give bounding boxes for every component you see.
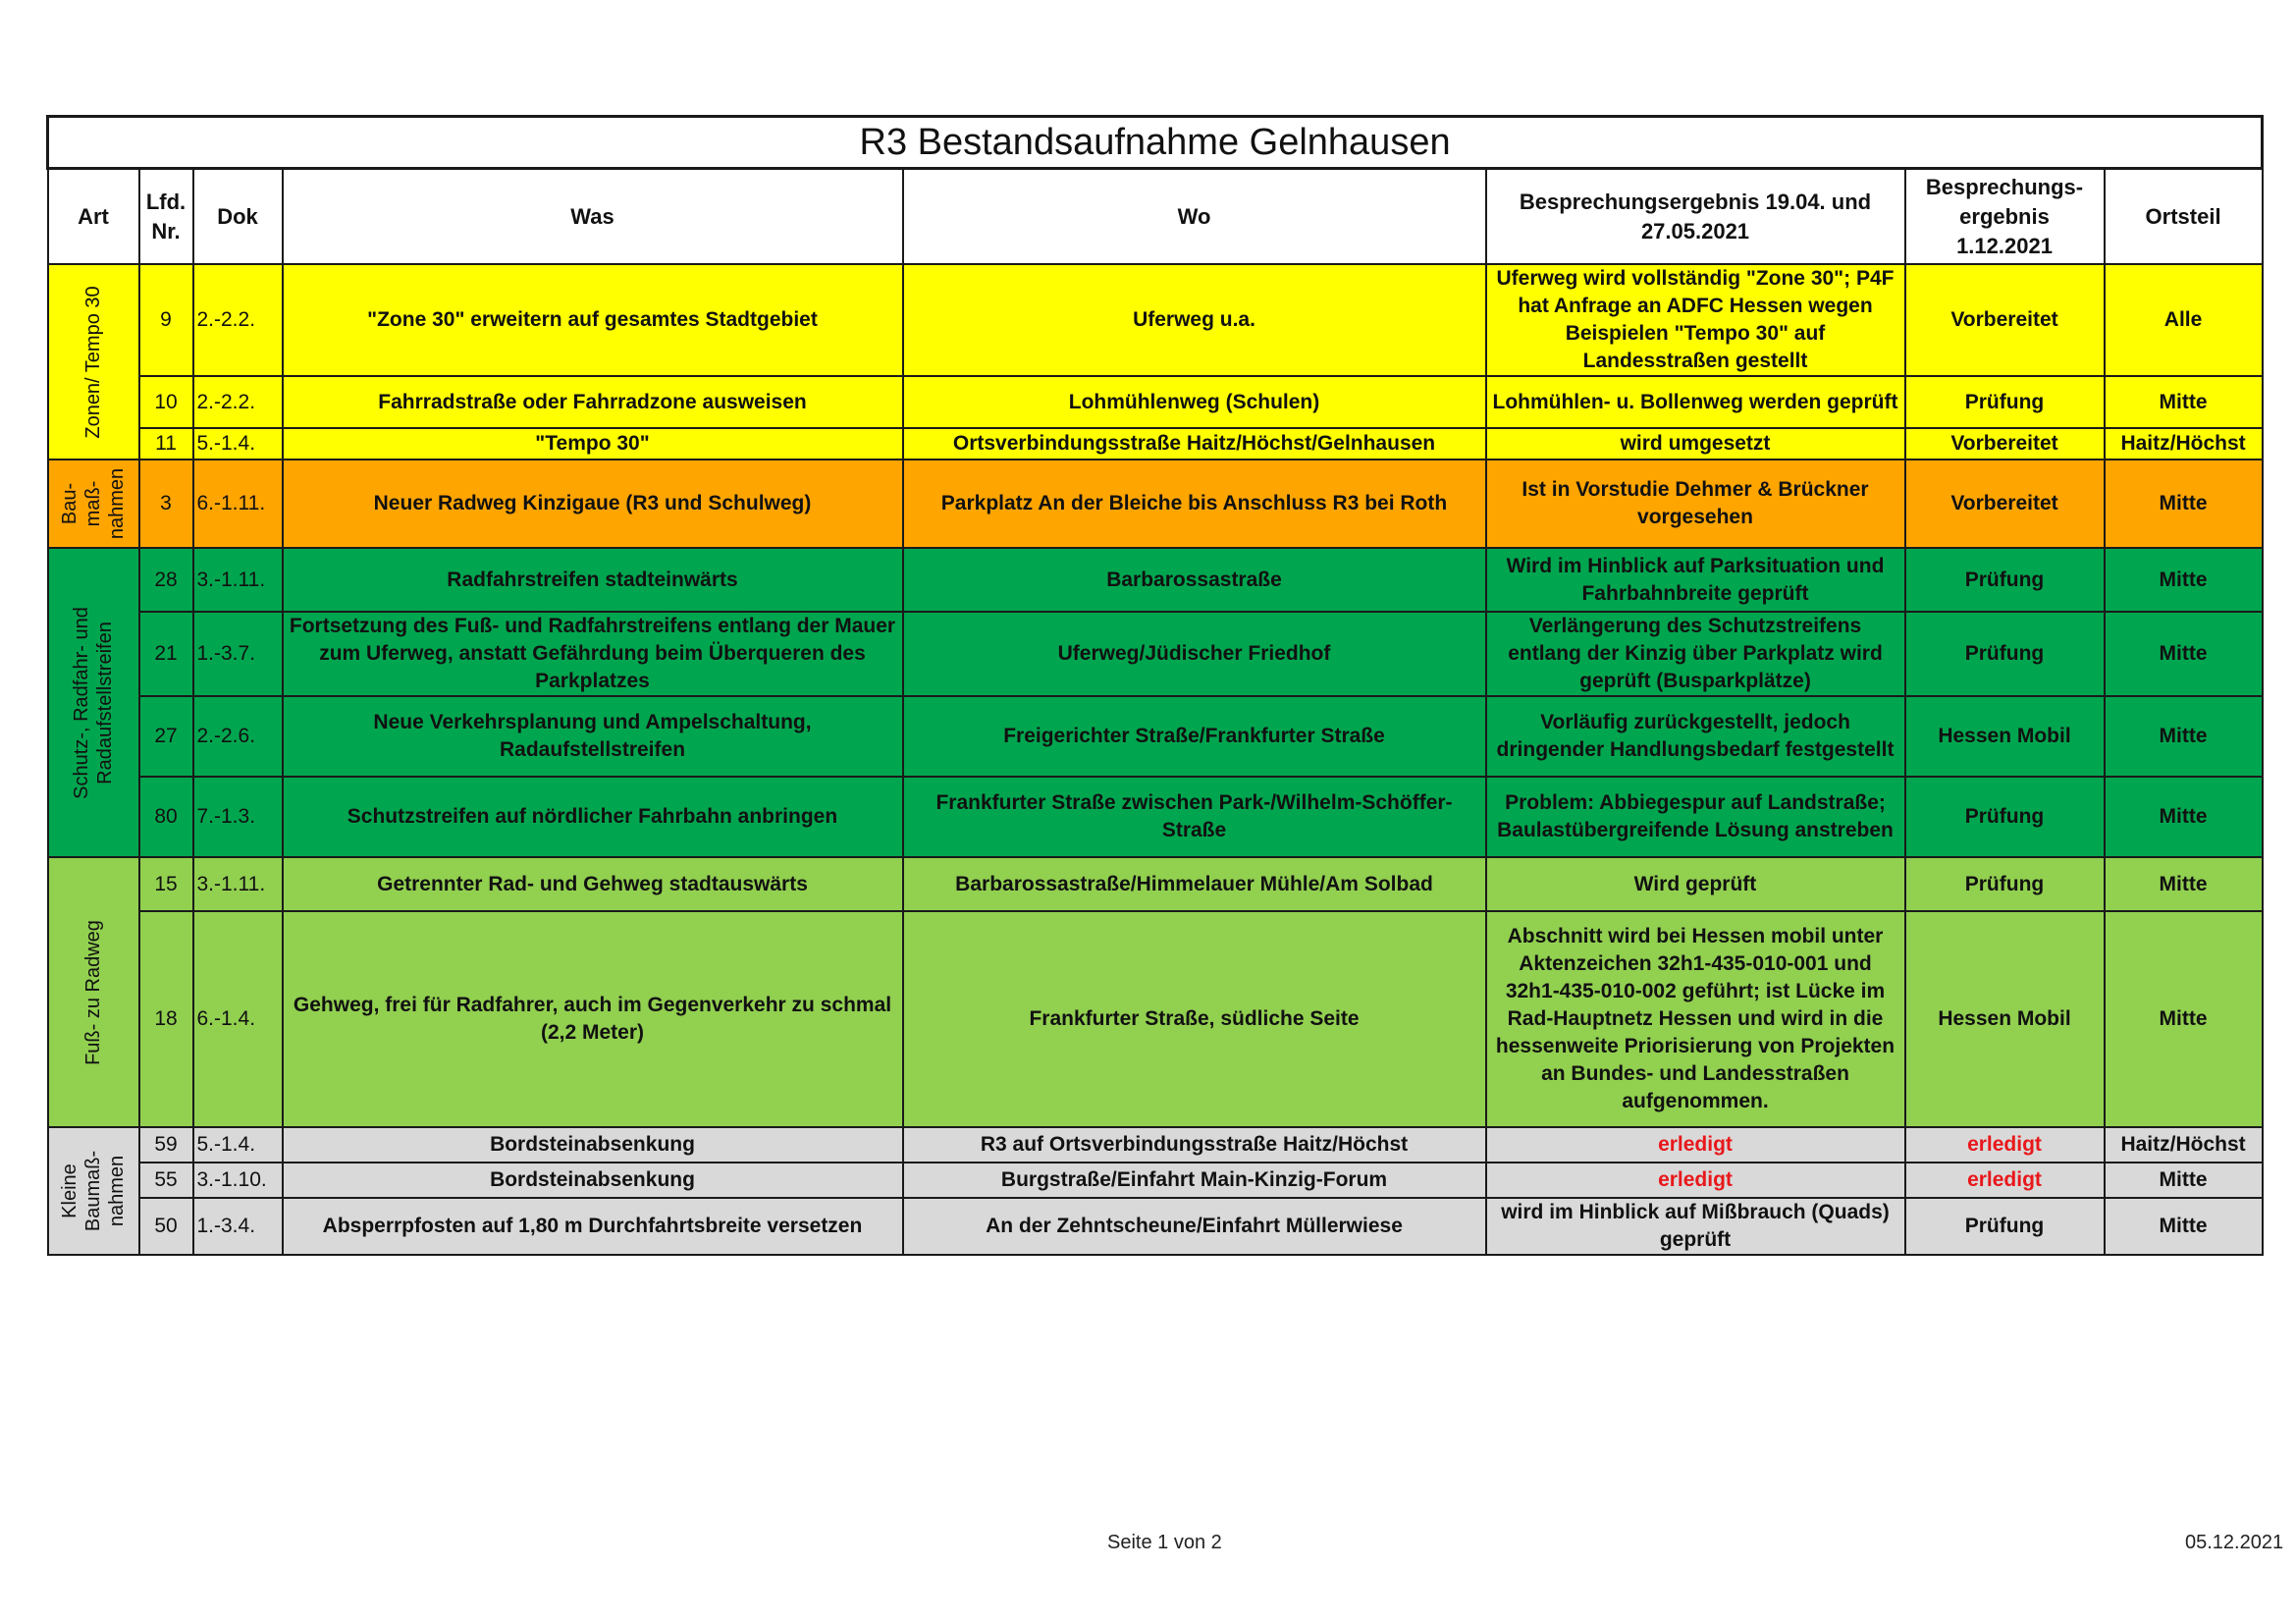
cell-ortsteil: Mitte [2105, 1198, 2263, 1255]
cell-wo: R3 auf Ortsverbindungsstraße Haitz/Höchst [903, 1127, 1486, 1163]
cell-dok: 3.-1.11. [193, 857, 283, 911]
cell-besprechung-1: Ist in Vorstudie Dehmer & Brückner vorgesehen [1486, 460, 1905, 548]
cell-ortsteil: Mitte [2105, 1163, 2263, 1198]
cell-was: Neue Verkehrsplanung und Ampelschaltung, Radaufstellstreifen [283, 696, 903, 777]
cell-wo: Ortsverbindungsstraße Haitz/Höchst/Gelnhausen [903, 428, 1486, 460]
group-label-bau: Bau-maß-nahmen [48, 460, 139, 548]
cell-nr: 21 [139, 612, 193, 696]
cell-dok: 1.-3.7. [193, 612, 283, 696]
bestand-table [46, 115, 2264, 1256]
cell-wo: Uferweg/Jüdischer Friedhof [903, 612, 1486, 696]
cell-nr: 80 [139, 777, 193, 857]
cell-besprechung-2: Prüfung [1905, 1198, 2105, 1255]
cell-nr: 28 [139, 548, 193, 612]
header-was: Was [283, 169, 903, 265]
cell-besprechung-2: erledigt [1905, 1127, 2105, 1163]
cell-besprechung-2: Hessen Mobil [1905, 911, 2105, 1127]
cell-ortsteil: Alle [2105, 264, 2263, 376]
cell-was: "Tempo 30" [283, 428, 903, 460]
table-row [48, 376, 2263, 428]
cell-dok: 3.-1.11. [193, 548, 283, 612]
table-row [48, 428, 2263, 460]
cell-dok: 1.-3.4. [193, 1198, 283, 1255]
cell-was: Radfahrstreifen stadteinwärts [283, 548, 903, 612]
table-row [48, 264, 2263, 376]
cell-was: "Zone 30" erweitern auf gesamtes Stadtgebiet [283, 264, 903, 376]
footer-date: 05.12.2021 [2185, 1532, 2284, 1553]
table-row [48, 1127, 2263, 1163]
cell-dok: 2.-2.6. [193, 696, 283, 777]
cell-dok: 3.-1.10. [193, 1163, 283, 1198]
cell-besprechung-2: Prüfung [1905, 612, 2105, 696]
page-number: Seite 1 von 2 [1107, 1532, 1222, 1553]
cell-ortsteil: Haitz/Höchst [2105, 428, 2263, 460]
cell-wo: Lohmühlenweg (Schulen) [903, 376, 1486, 428]
cell-besprechung-1: Problem: Abbiegespur auf Landstraße; Baulastübergreifende Lösung anstreben [1486, 777, 1905, 857]
cell-besprechung-2: Prüfung [1905, 857, 2105, 911]
cell-dok: 6.-1.4. [193, 911, 283, 1127]
header-ortsteil: Ortsteil [2105, 169, 2263, 265]
table-sheet [46, 115, 2261, 1256]
table-row [48, 548, 2263, 612]
cell-wo: Parkplatz An der Bleiche bis Anschluss R3 bei Roth [903, 460, 1486, 548]
cell-ortsteil: Haitz/Höchst [2105, 1127, 2263, 1163]
table-row [48, 1198, 2263, 1255]
cell-was: Gehweg, frei für Radfahrer, auch im Gegenverkehr zu schmal (2,2 Meter) [283, 911, 903, 1127]
cell-ortsteil: Mitte [2105, 548, 2263, 612]
cell-nr: 18 [139, 911, 193, 1127]
table-row [48, 612, 2263, 696]
cell-nr: 55 [139, 1163, 193, 1198]
table-row [48, 1163, 2263, 1198]
cell-was: Schutzstreifen auf nördlicher Fahrbahn anbringen [283, 777, 903, 857]
cell-besprechung-1: Abschnitt wird bei Hessen mobil unter Aktenzeichen 32h1-435-010-001 und 32h1-435-010-002 geführt; ist Lücke im Rad-Hauptnetz Hessen und wird in die hessenweite Priorisierung von Projekten an Bundes- und Landesstraßen aufgenommen. [1486, 911, 1905, 1127]
table-row [48, 460, 2263, 548]
cell-besprechung-1: wird im Hinblick auf Mißbrauch (Quads) geprüft [1486, 1198, 1905, 1255]
cell-was: Bordsteinabsenkung [283, 1127, 903, 1163]
cell-besprechung-2: Prüfung [1905, 777, 2105, 857]
cell-besprechung-2: Prüfung [1905, 548, 2105, 612]
cell-nr: 3 [139, 460, 193, 548]
cell-wo: Burgstraße/Einfahrt Main-Kinzig-Forum [903, 1163, 1486, 1198]
cell-ortsteil: Mitte [2105, 612, 2263, 696]
cell-dok: 2.-2.2. [193, 264, 283, 376]
cell-wo: Barbarossastraße/Himmelauer Mühle/Am Solbad [903, 857, 1486, 911]
cell-dok: 6.-1.11. [193, 460, 283, 548]
cell-was: Getrennter Rad- und Gehweg stadtauswärts [283, 857, 903, 911]
cell-nr: 27 [139, 696, 193, 777]
cell-besprechung-1: Verlängerung des Schutzstreifens entlang der Kinzig über Parkplatz wird geprüft (Busparkplätze) [1486, 612, 1905, 696]
cell-nr: 9 [139, 264, 193, 376]
cell-besprechung-1: Wird im Hinblick auf Parksituation und Fahrbahnbreite geprüft [1486, 548, 1905, 612]
cell-besprechung-2: erledigt [1905, 1163, 2105, 1198]
cell-nr: 10 [139, 376, 193, 428]
cell-besprechung-1: Uferweg wird vollständig "Zone 30"; P4F hat Anfrage an ADFC Hessen wegen Beispielen "Tempo 30" auf Landesstraßen gestellt [1486, 264, 1905, 376]
group-label-schutz: Schutz-, Radfahr- und Radaufstellstreifen [48, 548, 139, 857]
cell-dok: 5.-1.4. [193, 1127, 283, 1163]
cell-wo: Frankfurter Straße zwischen Park-/Wilhelm-Schöffer-Straße [903, 777, 1486, 857]
cell-wo: Uferweg u.a. [903, 264, 1486, 376]
header-lfd-nr: Lfd. Nr. [139, 169, 193, 265]
cell-nr: 59 [139, 1127, 193, 1163]
cell-was: Absperrpfosten auf 1,80 m Durchfahrtsbreite versetzen [283, 1198, 903, 1255]
cell-ortsteil: Mitte [2105, 696, 2263, 777]
cell-nr: 50 [139, 1198, 193, 1255]
cell-ortsteil: Mitte [2105, 857, 2263, 911]
header-row [48, 169, 2263, 265]
cell-was: Neuer Radweg Kinzigaue (R3 und Schulweg) [283, 460, 903, 548]
cell-was: Fortsetzung des Fuß- und Radfahrstreifens entlang der Mauer zum Uferweg, anstatt Gefährdung beim Überqueren des Parkplatzes [283, 612, 903, 696]
cell-besprechung-2: Vorbereitet [1905, 264, 2105, 376]
group-label-fuss: Fuß- zu Radweg [48, 857, 139, 1127]
cell-besprechung-1: erledigt [1486, 1127, 1905, 1163]
cell-ortsteil: Mitte [2105, 460, 2263, 548]
cell-besprechung-2: Prüfung [1905, 376, 2105, 428]
cell-dok: 5.-1.4. [193, 428, 283, 460]
cell-wo: Barbarossastraße [903, 548, 1486, 612]
cell-was: Fahrradstraße oder Fahrradzone ausweisen [283, 376, 903, 428]
cell-ortsteil: Mitte [2105, 376, 2263, 428]
header-art: Art [48, 169, 139, 265]
cell-besprechung-2: Hessen Mobil [1905, 696, 2105, 777]
cell-nr: 15 [139, 857, 193, 911]
header-dok: Dok [193, 169, 283, 265]
page-title: R3 Bestandsaufnahme Gelnhausen [48, 117, 2263, 169]
cell-besprechung-1: Vorläufig zurückgestellt, jedoch dringender Handlungsbedarf festgestellt [1486, 696, 1905, 777]
group-label-klein: Kleine Baumaß-nahmen [48, 1127, 139, 1255]
cell-dok: 7.-1.3. [193, 777, 283, 857]
table-row [48, 911, 2263, 1127]
cell-besprechung-1: erledigt [1486, 1163, 1905, 1198]
header-wo: Wo [903, 169, 1486, 265]
cell-was: Bordsteinabsenkung [283, 1163, 903, 1198]
cell-ortsteil: Mitte [2105, 911, 2263, 1127]
cell-besprechung-2: Vorbereitet [1905, 428, 2105, 460]
header-besprechung-2: Besprechungs-ergebnis 1.12.2021 [1905, 169, 2105, 265]
cell-ortsteil: Mitte [2105, 777, 2263, 857]
cell-dok: 2.-2.2. [193, 376, 283, 428]
cell-wo: Freigerichter Straße/Frankfurter Straße [903, 696, 1486, 777]
header-besprechung-1: Besprechungsergebnis 19.04. und 27.05.2021 [1486, 169, 1905, 265]
table-row [48, 696, 2263, 777]
cell-besprechung-1: wird umgesetzt [1486, 428, 1905, 460]
table-row [48, 857, 2263, 911]
cell-nr: 11 [139, 428, 193, 460]
cell-besprechung-1: Lohmühlen- u. Bollenweg werden geprüft [1486, 376, 1905, 428]
table-row [48, 777, 2263, 857]
cell-besprechung-2: Vorbereitet [1905, 460, 2105, 548]
cell-wo: An der Zehntscheune/Einfahrt Müllerwiese [903, 1198, 1486, 1255]
group-label-zone: Zonen/ Tempo 30 [48, 264, 139, 460]
cell-wo: Frankfurter Straße, südliche Seite [903, 911, 1486, 1127]
cell-besprechung-1: Wird geprüft [1486, 857, 1905, 911]
